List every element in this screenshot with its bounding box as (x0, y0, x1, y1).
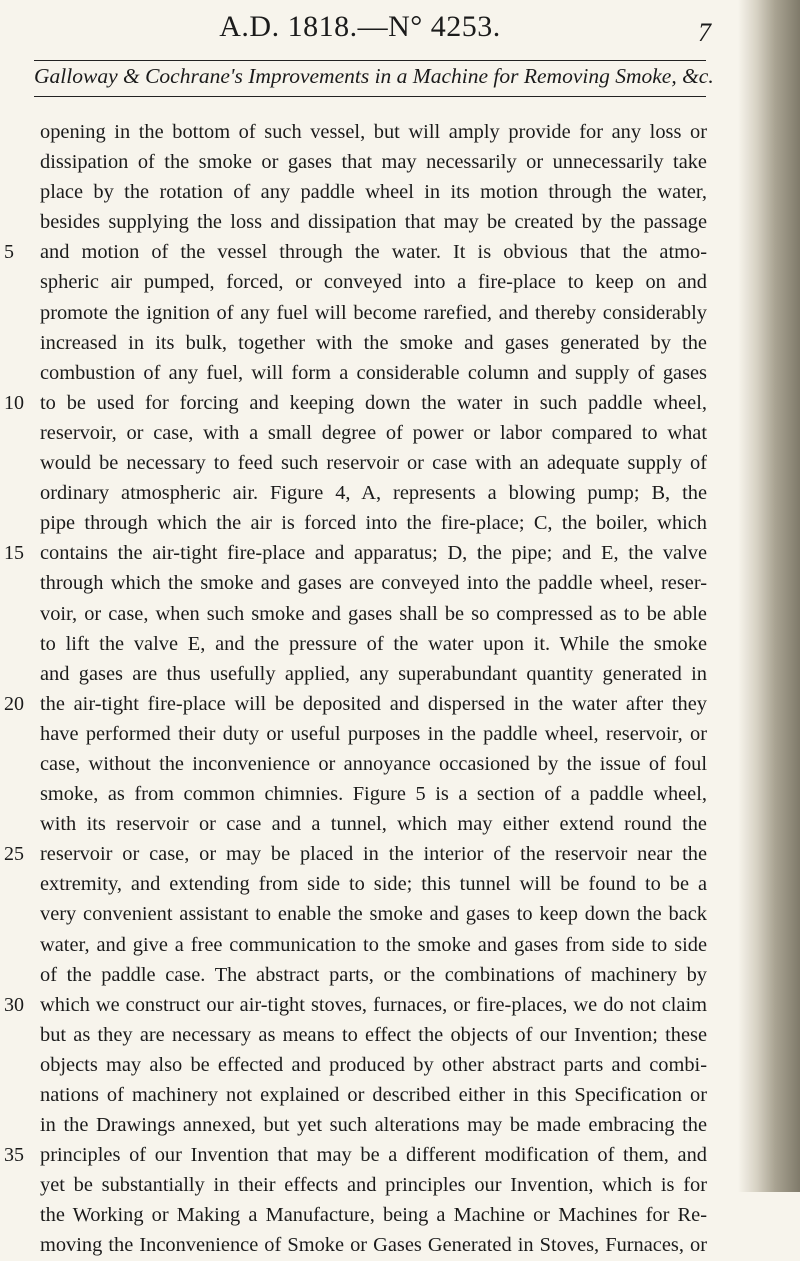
line-text: nations of machinery not explained or described either in this Specification or (40, 1084, 707, 1106)
line-number: 10 (4, 391, 24, 414)
text-line (0, 659, 720, 689)
text-line (0, 328, 720, 358)
line-text: to be used for forcing and keeping down the water in such paddle wheel, (40, 391, 707, 414)
line-text: voir, or case, when such smoke and gases shall be so compressed as to be able (40, 602, 707, 625)
line-text: contains the air-tight fire-place and apparatus; D, the pipe; and E, the valve (40, 542, 707, 565)
text-line (0, 599, 720, 629)
line-text: with its reservoir or case and a tunnel, which may either extend round the (40, 813, 707, 836)
line-text: to lift the valve E, and the pressure of the water upon it. While the smoke (40, 632, 707, 655)
text-line (0, 358, 720, 388)
text-line (0, 207, 720, 237)
text-line (0, 418, 720, 448)
line-text: the air-tight fire-place will be deposited and dispersed in the water after they (40, 692, 707, 715)
text-line (0, 1140, 720, 1170)
line-text: moving the Inconvenience of Smoke or Gases Generated in Stoves, Furnaces, or (40, 1234, 707, 1257)
text-line (0, 1230, 720, 1260)
text-line (0, 839, 720, 869)
body-text (0, 117, 720, 1261)
text-line (0, 689, 720, 719)
line-text: combustion of any fuel, will form a considerable column and supply of gases (40, 361, 707, 384)
line-text: objects may also be effected and produced by other abstract parts and combi- (40, 1053, 707, 1076)
text-line (0, 899, 720, 929)
text-line (0, 930, 720, 960)
running-title: Galloway & Cochrane's Improvements in a Machine for Removing Smoke, &c. (34, 64, 714, 88)
text-line (0, 990, 720, 1020)
line-text: dissipation of the smoke or gases that may necessarily or unnecessarily take (40, 151, 707, 174)
line-text: in the Drawings annexed, but yet such alterations may be made embracing the (40, 1114, 707, 1137)
line-text: spheric air pumped, forced, or conveyed into a fire-place to keep on and (40, 271, 707, 294)
text-line (0, 1050, 720, 1080)
page-edge-shadow (738, 0, 800, 1192)
text-line (0, 117, 720, 147)
text-line (0, 388, 720, 418)
line-text: and gases are thus usefully applied, any superabundant quantity generated in (40, 662, 707, 685)
line-text: the Working or Making a Manufacture, being a Machine or Machines for Re- (40, 1204, 707, 1227)
line-text: water, and give a free communication to the smoke and gases from side to side (40, 933, 707, 956)
header-rule-bottom (34, 96, 706, 97)
text-line (0, 1200, 720, 1230)
text-line (0, 177, 720, 207)
text-line (0, 448, 720, 478)
line-text: very convenient assistant to enable the smoke and gases to keep down the back (40, 903, 707, 926)
line-text: reservoir, or case, with a small degree of power or labor compared to what (40, 421, 707, 444)
line-text: of the paddle case. The abstract parts, or the combinations of machinery by (40, 963, 707, 986)
line-number: 15 (4, 542, 24, 565)
page-number: 7 (698, 18, 711, 47)
text-line (0, 749, 720, 779)
text-line (0, 147, 720, 177)
text-line (0, 508, 720, 538)
line-text: through which the smoke and gases are conveyed into the paddle wheel, reser- (40, 572, 707, 595)
line-text: but as they are necessary as means to effect the objects of our Invention; these (40, 1023, 707, 1046)
line-text: reservoir or case, or may be placed in the interior of the reservoir near the (40, 843, 707, 866)
text-line (0, 478, 720, 508)
text-line (0, 298, 720, 328)
text-line (0, 1110, 720, 1140)
line-text: and motion of the vessel through the water. It is obvious that the atmo- (40, 241, 707, 264)
line-text: ordinary atmospheric air. Figure 4, A, represents a blowing pump; B, the (40, 482, 707, 505)
line-text: pipe through which the air is forced into the fire-place; C, the boiler, which (40, 512, 707, 535)
text-line (0, 779, 720, 809)
line-text: place by the rotation of any paddle wheel in its motion through the water, (40, 181, 707, 204)
line-text: which we construct our air-tight stoves, furnaces, or fire-places, we do not claim (40, 993, 707, 1016)
line-text: increased in its bulk, together with the smoke and gases generated by the (40, 331, 707, 354)
line-text: besides supplying the loss and dissipation that may be created by the passage (40, 211, 707, 234)
text-line (0, 538, 720, 568)
text-line (0, 869, 720, 899)
line-text: promote the ignition of any fuel will become rarefied, and thereby considerably (40, 301, 707, 324)
line-text: would be necessary to feed such reservoir or case with an adequate supply of (40, 452, 707, 475)
line-text: principles of our Invention that may be a different modification of them, and (40, 1144, 707, 1167)
line-text: smoke, as from common chimnies. Figure 5 is a section of a paddle wheel, (40, 783, 707, 806)
line-number: 35 (4, 1144, 24, 1167)
line-number: 25 (4, 843, 24, 866)
text-line (0, 960, 720, 990)
text-line (0, 568, 720, 598)
line-text: opening in the bottom of such vessel, but will amply provide for any loss or (40, 121, 707, 143)
text-line (0, 1170, 720, 1200)
header-rule-top (34, 60, 706, 61)
page-header-title: A.D. 1818.—N° 4253. (219, 10, 501, 43)
text-line (0, 629, 720, 659)
text-line (0, 1020, 720, 1050)
text-line (0, 267, 720, 297)
line-text: have performed their duty or useful purposes in the paddle wheel, reservoir, or (40, 722, 707, 745)
line-number: 30 (4, 993, 24, 1016)
text-line (0, 809, 720, 839)
text-line (0, 237, 720, 267)
line-text: yet be substantially in their effects and principles our Invention, which is for (40, 1174, 707, 1197)
text-line (0, 719, 720, 749)
line-text: case, without the inconvenience or annoyance occasioned by the issue of foul (40, 752, 707, 775)
line-text: extremity, and extending from side to side; this tunnel will be found to be a (40, 873, 707, 896)
text-line (0, 1080, 720, 1110)
line-number: 20 (4, 692, 24, 715)
line-number: 5 (4, 241, 14, 264)
